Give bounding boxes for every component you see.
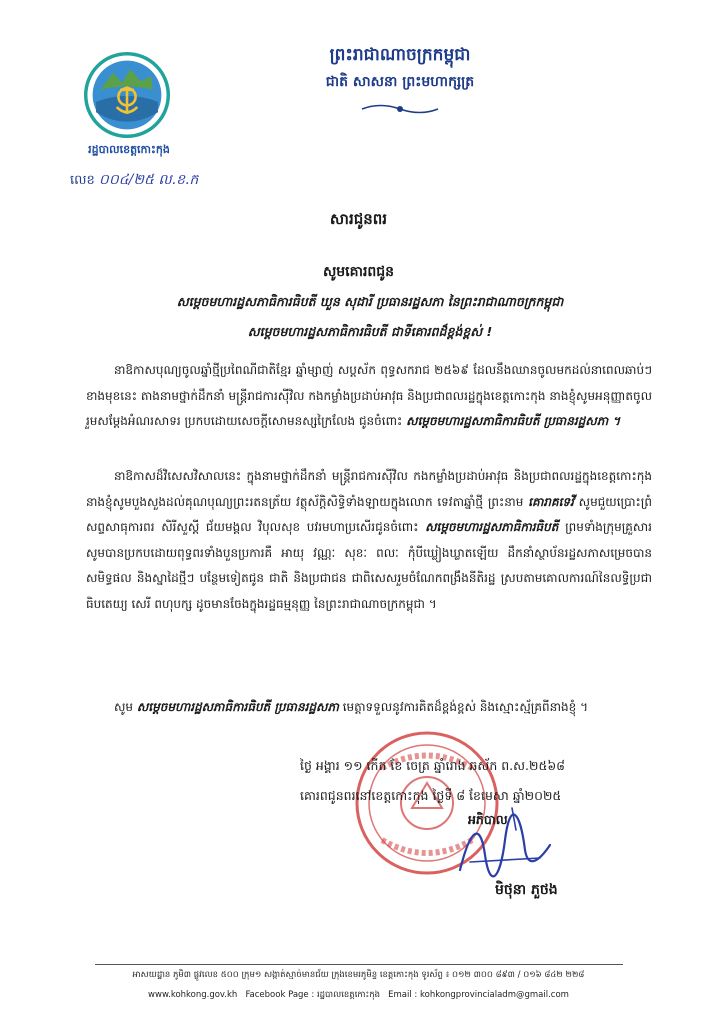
salutation: សម្តេចមហារដ្ឋសភាធិការធិបតី ជាទីគោរពដ៏ខ្ពង់ខ្ពស់ ! — [247, 324, 493, 339]
footer-facebook-link[interactable]: រដ្ឋបាលខេត្តកោះកុង — [316, 990, 381, 1000]
lunar-date: ថ្ងៃ អង្គារ ១១ កើត ខែ ចេត្រ ឆ្នាំរោង ឆស័ក ព.ស.២៥៦៨ — [300, 758, 566, 773]
body-paragraph-3 — [86, 695, 652, 721]
body-paragraph-2 — [86, 464, 652, 617]
provincial-emblem-logo — [84, 52, 170, 138]
national-motto: ជាតិ សាសនា ព្រះមហាក្សត្រ — [325, 74, 475, 90]
footer-email-link[interactable]: kohkongprovincialadm@gmail.com — [420, 990, 569, 1000]
body-paragraph-1 — [86, 358, 652, 435]
paragraph-1-text: នាឱកាសបុណ្យចូលឆ្នាំថ្មីប្រពៃណីជាតិខ្មែរ ឆ្នាំម្សាញ់ សប្តស័ក ពុទ្ធសករាជ ២៥៦៩ ដែលនឹងឈានចូលមកដល់នាពេលឆាប់ៗខាងមុខនេះ តាងនាមថ្នាក់ដឹកនាំ មន្ត្រីរាជការស៊ីវិល កងកម្លាំងប្រដាប់អាវុធ និងប្រជាពលរដ្ឋក្នុងខេត្តកោះកុង នាងខ្ញុំសូមអនុញ្ញាតចូលរួមសម្តែងអំណរសាទរ ប្រកបដោយសេចក្តីសោមនស្សក្រៃលែង ជូនចំពោះ — [86, 363, 652, 428]
footer-facebook-label: Facebook Page : — [245, 990, 315, 1000]
department-name: រដ្ឋបាលខេត្តកោះកុង — [88, 143, 170, 156]
handwritten-signature — [440, 800, 560, 890]
footer-address: អាសយដ្ឋាន ភូមិ៣ ផ្លូវលេខ ៥០០ ក្រុម១ សង្កាត់ស្មាច់មានជ័យ ក្រុងខេមរភូមិន្ទ ខេត្តកោះកុង ទូរស័ព្ទ ៖ ០១២ ៣០០ ៨៩៣ / ០១៦ ៨៤២ ២២៨ — [132, 970, 585, 980]
footer-divider — [95, 964, 623, 965]
paragraph-2-bold: សម្តេចមហារដ្ឋសភាធិការធិបតី — [425, 520, 559, 534]
footer-website-link[interactable]: www.kohkong.gov.kh — [148, 990, 238, 1000]
paragraph-3-bold: សម្តេចមហារដ្ឋសភាធិការធិបតី ប្រធានរដ្ឋសភា — [136, 700, 339, 714]
solar-date-place: គោរពជូនពរនៅខេត្តកោះកុង ថ្ងៃទី ៨ ខែមេសា ឆ្នាំ២០២៥ — [300, 788, 562, 803]
footer-email-label: Email : — [388, 990, 418, 1000]
reference-prefix: លេខ — [70, 173, 95, 188]
kingdom-heading: ព្រះរាជាណាចក្រកម្ពុជា — [329, 45, 471, 65]
document-title: សារជូនពរ — [329, 210, 388, 228]
paragraph-2-deity-name: គោរាគទេវី — [528, 494, 574, 509]
addressee-line: សូមគោរពជូន — [322, 264, 395, 280]
paragraph-2-end: ព្រមទាំងក្រុមគ្រួសារ សូមបានប្រកបដោយពុទ្ធពរទាំងបួនប្រការគឺ អាយុ វណ្ណៈ សុខៈ ពលៈ កុំបីឃ្លៀងឃ្លាតឡើយ ដឹកនាំស្ថាប័នរដ្ឋសភាសម្រេចបានសមិទ្ធផល និងស្នាដៃថ្មីៗ បន្ថែមទៀតជូន ជាតិ និងប្រជាជន ជាពិសេសរួមចំណែកពង្រឹងនីតិរដ្ឋ ស្របតាមគោលការណ៍នៃលទ្ធិប្រជាធិបតេយ្យ សេរី ពហុបក្ស ដូចមានចែងក្នុងរដ្ឋធម្មនុញ្ញ នៃព្រះរាជាណាចក្រកម្ពុជា ។ — [86, 520, 652, 611]
paragraph-3-start: សូម — [114, 700, 134, 714]
paragraph-2-text: នាឱកាសដ៏វិសេសវិសាលនេះ ក្នុងនាមថ្នាក់ដឹកនាំ មន្ត្រីរាជការស៊ីវិល កងកម្លាំងប្រដាប់អាវុធ និងប្រជាពលរដ្ឋក្នុងខេត្តកោះកុង នាងខ្ញុំសូមបួងសួងដល់គុណបុណ្យព្រះរតនត្រ័យ វត្ថុស័ក្តិសិទ្ធិទាំងឡាយក្នុងលោក ទេវតាឆ្នាំថ្មី ព្រះនាម — [86, 469, 652, 509]
paragraph-3-end: មេត្តាទទួលនូវការគិតដ៏ខ្ពង់ខ្ពស់ និងស្មោះស្ម័គ្រពីនាងខ្ញុំ ។ — [342, 700, 588, 714]
signature-title: អភិបាល — [468, 812, 508, 827]
reference-number — [70, 170, 198, 191]
paragraph-2-continued: សូមជួយប្រោះព្រំ សព្ទសាធុការពរ សិរីសួស្តី ជ័យមង្គល វិបុលសុខ បវរមហាប្រសើរជូនចំពោះ — [86, 494, 652, 534]
footer-contacts — [0, 990, 717, 1002]
paragraph-1-bold: សម្តេចមហារដ្ឋសភាធិការធិបតី ប្រធានរដ្ឋសភា ។ — [406, 414, 621, 428]
signer-name: មិថុនា ភួថង — [495, 882, 558, 898]
tacteng-ornament-icon — [360, 100, 440, 118]
recipient-name: សម្តេចមហារដ្ឋសភាធិការធិបតី ឃួន សុដារី ប្រធានរដ្ឋសភា នៃព្រះរាជាណាចក្រកម្ពុជា — [176, 294, 564, 309]
reference-value: ០០៤/២៥ ល.ខ.ក — [98, 172, 199, 188]
